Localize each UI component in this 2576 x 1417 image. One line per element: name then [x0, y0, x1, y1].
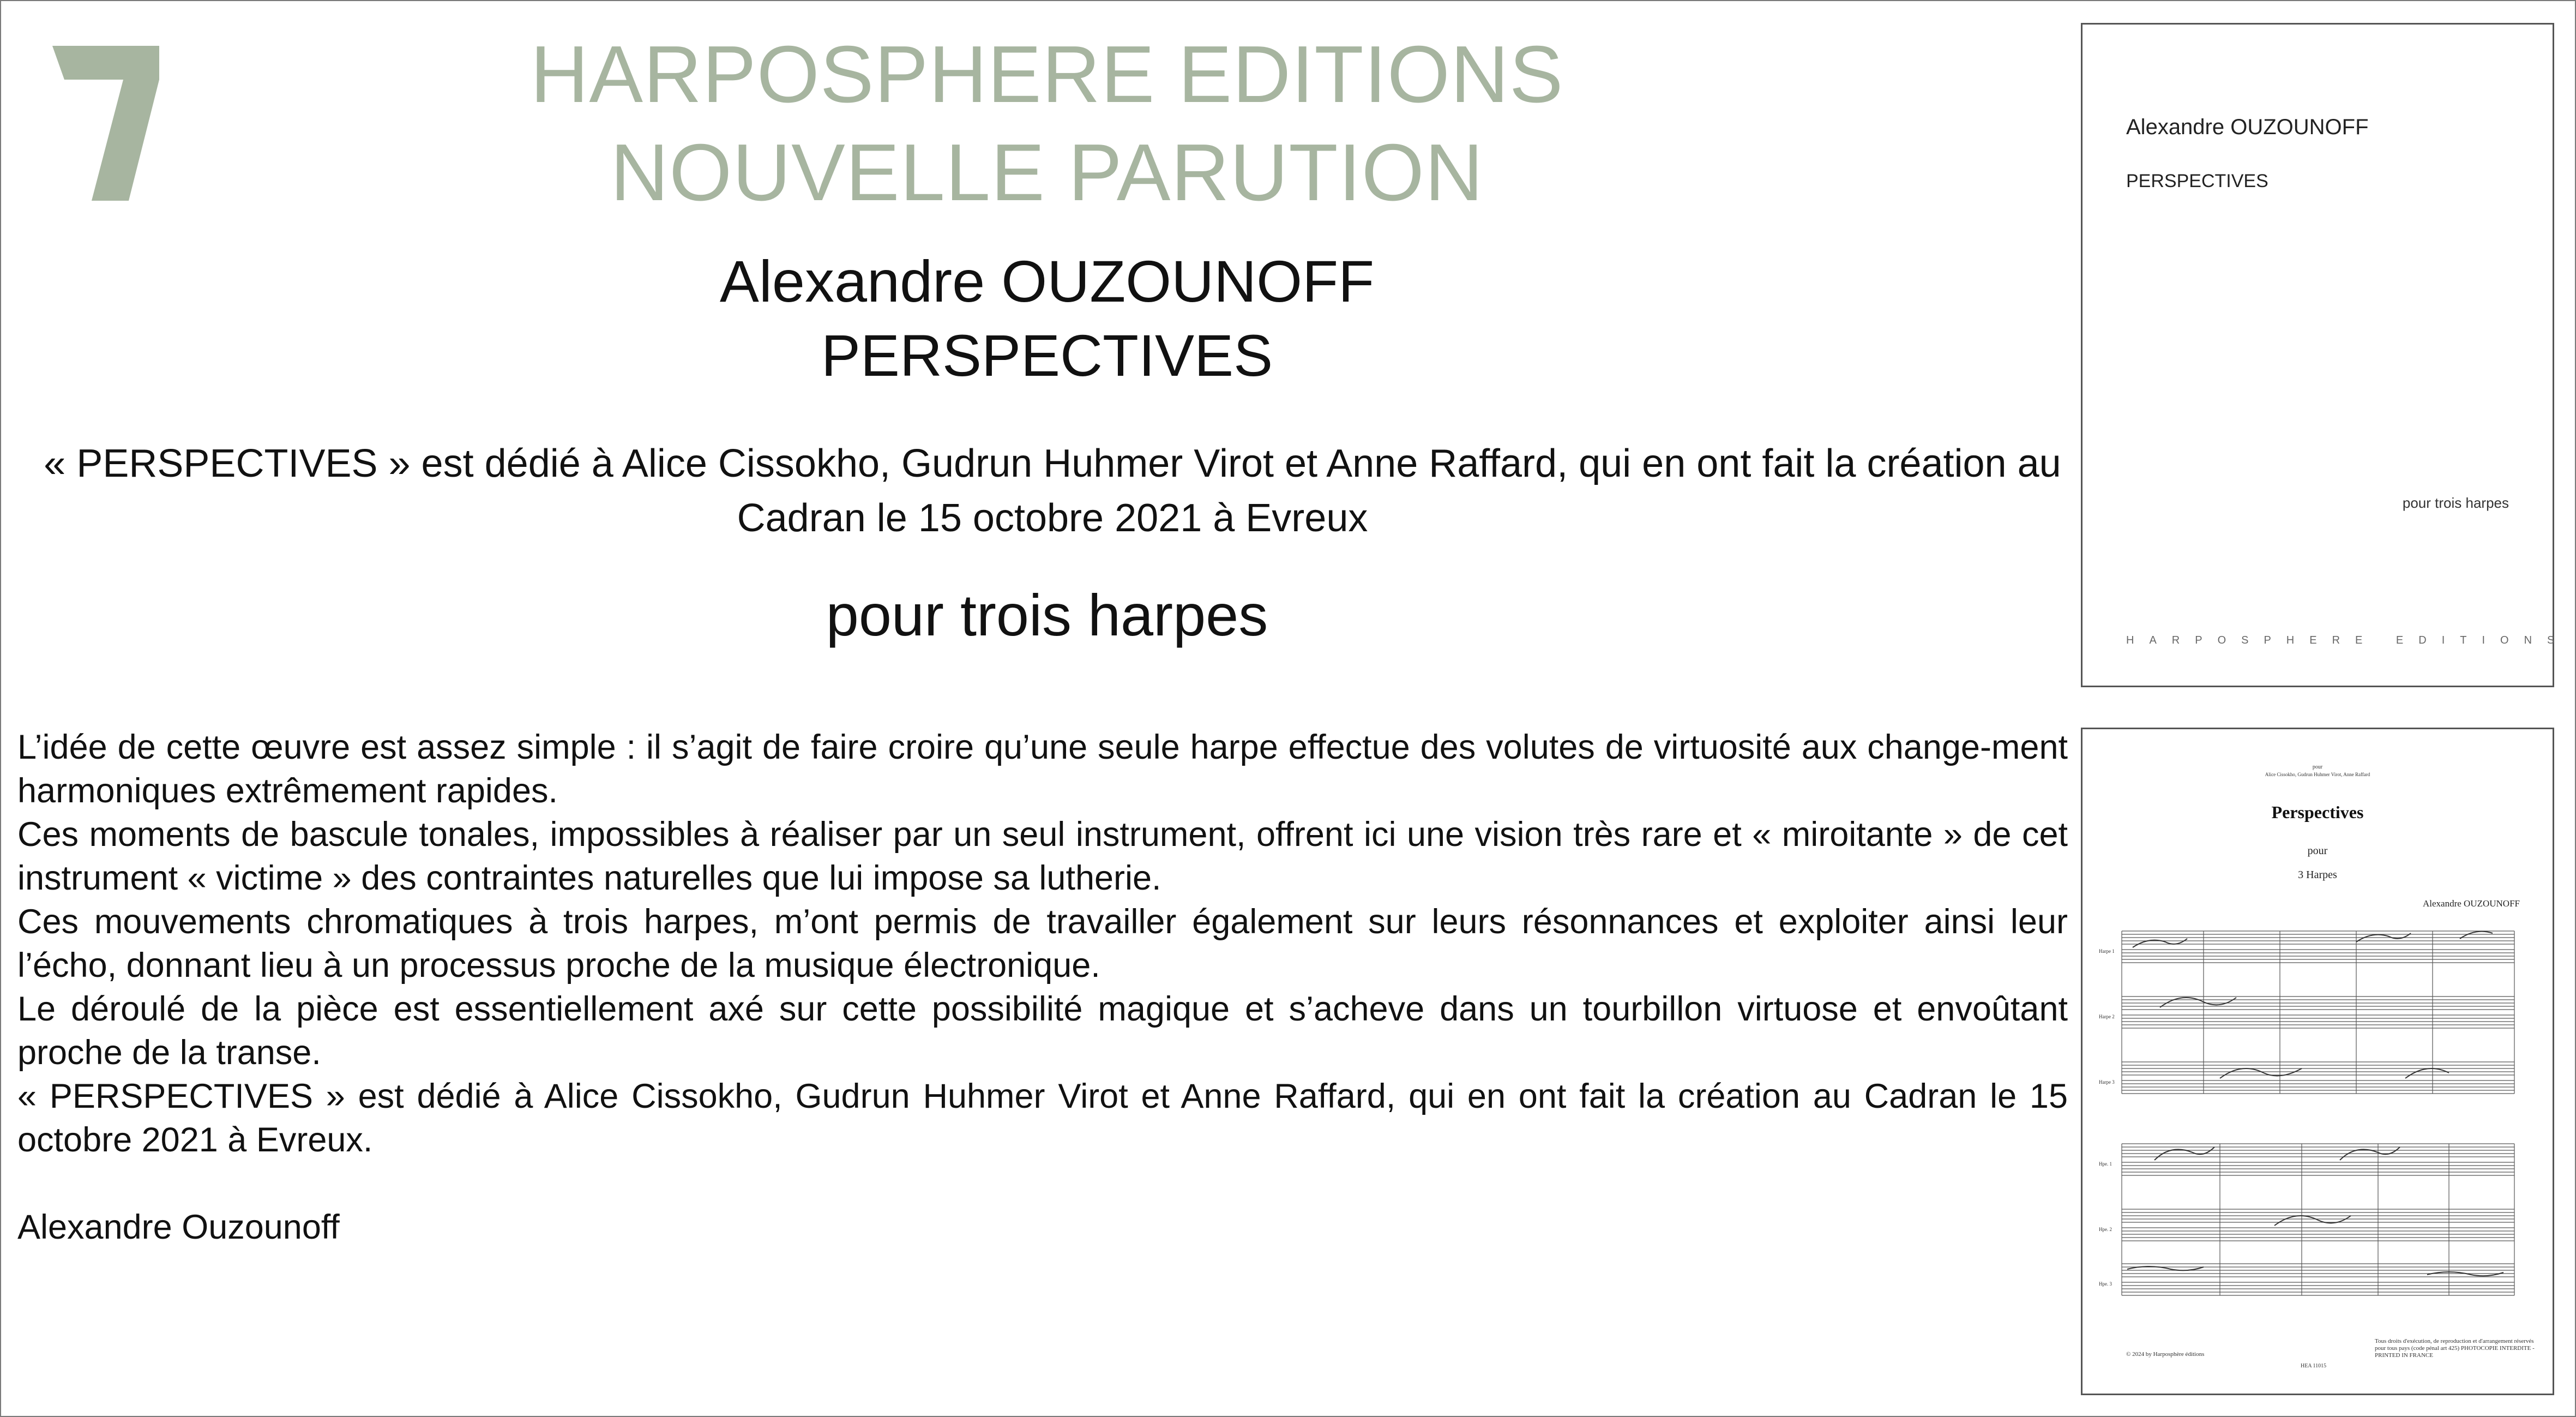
staff-group [2122, 931, 2514, 963]
description-paragraph: « PERSPECTIVES » est dédié à Alice Cissokho, Gudrun Huhmer Virot et Anne Raffard, qui en ont fait la création au Cadran le 15 octobre 2021 à Evreux. [17, 1077, 2068, 1159]
staff-label: Harpe 1 [2099, 948, 2115, 954]
cover-composer: Alexandre OUZOUNOFF [2126, 115, 2369, 139]
dedication-text: « PERSPECTIVES » est dédié à Alice Cissokho, Gudrun Huhmer Virot et Anne Raffard, qui en ont fait la création au Cadran le 15 octobre 2021 à Evreux [44, 442, 2061, 540]
composer-name: Alexandre OUZOUNOFF [719, 248, 1375, 314]
score-harps: 3 Harpes [2298, 869, 2337, 881]
score-rights-notice: Tous droits d'exécution, de reproduction et d'arrangement réservés pour tous pays (code pénal art 425) PHOTOCOPIE INTERDITE - PRINTED IN FRANCE [2375, 1338, 2535, 1359]
score-composer: Alexandre OUZOUNOFF [2422, 898, 2520, 909]
score-dedication-pour: pour [2312, 764, 2323, 770]
system-2 [2122, 1144, 2514, 1295]
score-pour: pour [2307, 845, 2328, 857]
score-copyright: © 2024 by Harposphère éditions [2126, 1351, 2205, 1358]
instrumentation: pour trois harpes [826, 582, 1268, 648]
score-dedication-names: Alice Cissokho, Gudrun Huhmer Virot, Anne Raffard [2265, 772, 2370, 777]
cover-instrumentation: pour trois harpes [2402, 495, 2509, 511]
music-staves [2083, 909, 2553, 1335]
harp-logo-icon [52, 46, 159, 201]
headline-publisher: HARPOSPHERE EDITIONS [530, 29, 1564, 119]
description-paragraph: Ces moments de bascule tonales, impossibles à réaliser par un seul instrument, offrent ici une vision très rare et « miroitante » de cet instrument « victime » des contraintes naturelles que lui impose sa lutherie. [17, 815, 2068, 897]
score-catalog-code: HEA 11015 [2301, 1363, 2327, 1369]
system-1 [2122, 931, 2514, 1094]
description-paragraph: L’idée de cette œuvre est assez simple : il s’agit de faire croire qu’une seule harpe effectue des volutes de virtuosité aux change-ment harmoniques extrêmement rapides. [17, 728, 2068, 810]
cover-title: PERSPECTIVES [2126, 171, 2268, 191]
signature: Alexandre Ouzounoff [17, 1208, 340, 1246]
score-title: Perspectives [2271, 802, 2364, 822]
description-text [17, 725, 2068, 1249]
staff-label: Harpe 2 [2099, 1014, 2115, 1019]
staff-label: Hpe. 2 [2099, 1227, 2112, 1232]
description-paragraph: Le déroulé de la pièce est essentiellement axé sur cette possibilité magique et s’acheve dans un tourbillon virtuose et envoûtant proche de la transe. [17, 990, 2068, 1072]
staff-label: Harpe 3 [2099, 1079, 2115, 1085]
description-paragraph: Ces mouvements chromatiques à trois harpes, m’ont permis de travailler également sur leurs résonnances et exploiter ainsi leur l’écho, donnant lieu à un processus proche de la musique électronique. [17, 903, 2068, 984]
work-title: PERSPECTIVES [821, 322, 1273, 388]
staff-label: Hpe. 1 [2099, 1161, 2112, 1167]
score-page-thumbnail [2081, 728, 2554, 1395]
headline-new-release: NOUVELLE PARUTION [610, 128, 1484, 218]
staff-label: Hpe. 3 [2099, 1281, 2112, 1287]
cover-publisher: HARPOSPHERE EDITIONS [2126, 634, 2570, 646]
score-cover-thumbnail [2081, 23, 2570, 687]
